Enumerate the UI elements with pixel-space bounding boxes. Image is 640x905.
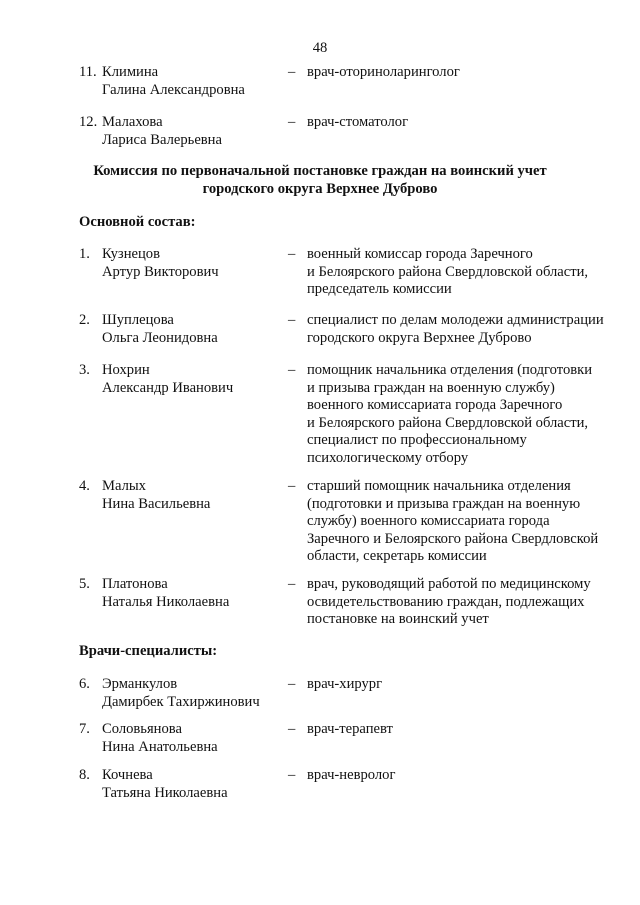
- person-name: [102, 312, 218, 347]
- position-line: психологическому отбору: [307, 449, 469, 466]
- person-name: [102, 767, 228, 802]
- dash-separator: –: [288, 721, 296, 737]
- item-number: 8.: [79, 767, 90, 783]
- given-name: Александр Иванович: [102, 379, 234, 396]
- position-line: специалист по профессиональному: [307, 432, 527, 448]
- dash-separator: –: [288, 576, 296, 592]
- given-name: Артур Викторович: [102, 263, 219, 280]
- person-name: [102, 114, 222, 149]
- list-item: [0, 767, 640, 801]
- list-item: [0, 721, 640, 755]
- surname: Эрманкулов: [102, 676, 178, 692]
- position-description: [307, 576, 627, 629]
- position-line: постановке на воинский учет: [307, 611, 489, 627]
- position-description: [307, 721, 627, 739]
- position-line: военного комиссариата города Заречного: [307, 397, 563, 413]
- list-item: [0, 246, 640, 297]
- person-name: [102, 478, 210, 513]
- list-item: [0, 312, 640, 346]
- page-number: 48: [312, 40, 328, 56]
- position-line: (подготовки и призыва граждан на военную: [307, 495, 581, 512]
- position-description: [307, 246, 627, 299]
- position-line: военный комиссар города Заречного: [307, 246, 533, 262]
- given-name: Нина Анатольевна: [102, 738, 218, 755]
- position-description: [307, 64, 627, 82]
- item-number: 2.: [79, 312, 90, 328]
- position-line: врач-хирург: [307, 676, 383, 692]
- given-name: Галина Александровна: [102, 81, 245, 98]
- dash-separator: –: [288, 478, 296, 494]
- list-item: [0, 114, 640, 148]
- position-line: и Белоярского района Свердловской области,: [307, 414, 589, 431]
- person-name: [102, 676, 260, 711]
- list-item: [0, 478, 640, 564]
- item-number: 6.: [79, 676, 90, 692]
- position-line: помощник начальника отделения (подготовки: [307, 362, 593, 378]
- dash-separator: –: [288, 362, 296, 378]
- section-heading-doctors: Врачи-специалисты:: [79, 643, 218, 659]
- position-line: старший помощник начальника отделения: [307, 478, 571, 494]
- position-line: врач-невролог: [307, 767, 396, 783]
- position-line: области, секретарь комиссии: [307, 548, 487, 564]
- position-description: [307, 114, 627, 132]
- surname: Шуплецова: [102, 312, 174, 328]
- dash-separator: –: [288, 114, 296, 130]
- list-item: [0, 362, 640, 466]
- position-description: [307, 676, 627, 694]
- position-line: врач-стоматолог: [307, 114, 409, 130]
- dash-separator: –: [288, 312, 296, 328]
- person-name: [102, 576, 229, 611]
- surname: Соловьянова: [102, 721, 182, 737]
- position-line: и призыва граждан на военную службу): [307, 379, 555, 396]
- person-name: [102, 721, 218, 756]
- position-line: и Белоярского района Свердловской области,: [307, 263, 589, 280]
- commission-title: [0, 163, 640, 198]
- surname: Платонова: [102, 576, 168, 592]
- position-description: [307, 312, 627, 347]
- position-description: [307, 362, 627, 467]
- dash-separator: –: [288, 676, 296, 692]
- dash-separator: –: [288, 64, 296, 80]
- position-line: Заречного и Белоярского района Свердловской: [307, 530, 599, 547]
- surname: Кузнецов: [102, 246, 160, 262]
- given-name: Лариса Валерьевна: [102, 131, 222, 148]
- item-number: 11.: [79, 64, 97, 80]
- dash-separator: –: [288, 246, 296, 262]
- position-line: врач-терапевт: [307, 721, 393, 737]
- commission-title-line: городского округа Верхнее Дуброво: [202, 180, 438, 197]
- position-description: [307, 478, 627, 566]
- position-line: специалист по делам молодежи администрации: [307, 312, 604, 328]
- person-name: [102, 64, 245, 99]
- item-number: 4.: [79, 478, 90, 494]
- surname: Нохрин: [102, 362, 150, 378]
- item-number: 1.: [79, 246, 90, 262]
- given-name: Дамирбек Тахиржинович: [102, 693, 260, 710]
- item-number: 3.: [79, 362, 90, 378]
- surname: Малых: [102, 478, 146, 494]
- item-number: 5.: [79, 576, 90, 592]
- position-line: председатель комиссии: [307, 281, 452, 297]
- dash-separator: –: [288, 767, 296, 783]
- position-line: службу) военного комиссариата города: [307, 513, 550, 529]
- surname: Кочнева: [102, 767, 153, 783]
- position-line: врач, руководящий работой по медицинскому: [307, 576, 591, 592]
- item-number: 7.: [79, 721, 90, 737]
- position-line: врач-оториноларинголог: [307, 64, 460, 80]
- list-item: [0, 64, 640, 98]
- list-item: [0, 676, 640, 710]
- surname: Климина: [102, 64, 159, 80]
- position-line: освидетельствованию граждан, подлежащих: [307, 593, 585, 610]
- person-name: [102, 362, 233, 397]
- given-name: Нина Васильевна: [102, 495, 211, 512]
- position-description: [307, 767, 627, 785]
- item-number: 12.: [79, 114, 98, 130]
- commission-title-line: Комиссия по первоначальной постановке граждан на воинский учет: [93, 163, 547, 179]
- given-name: Татьяна Николаевна: [102, 784, 228, 801]
- given-name: Наталья Николаевна: [102, 593, 230, 610]
- surname: Малахова: [102, 114, 163, 130]
- list-item: [0, 576, 640, 627]
- person-name: [102, 246, 219, 281]
- section-heading-main: Основной состав:: [79, 214, 196, 230]
- given-name: Ольга Леонидовна: [102, 329, 218, 346]
- position-line: городского округа Верхнее Дуброво: [307, 329, 532, 346]
